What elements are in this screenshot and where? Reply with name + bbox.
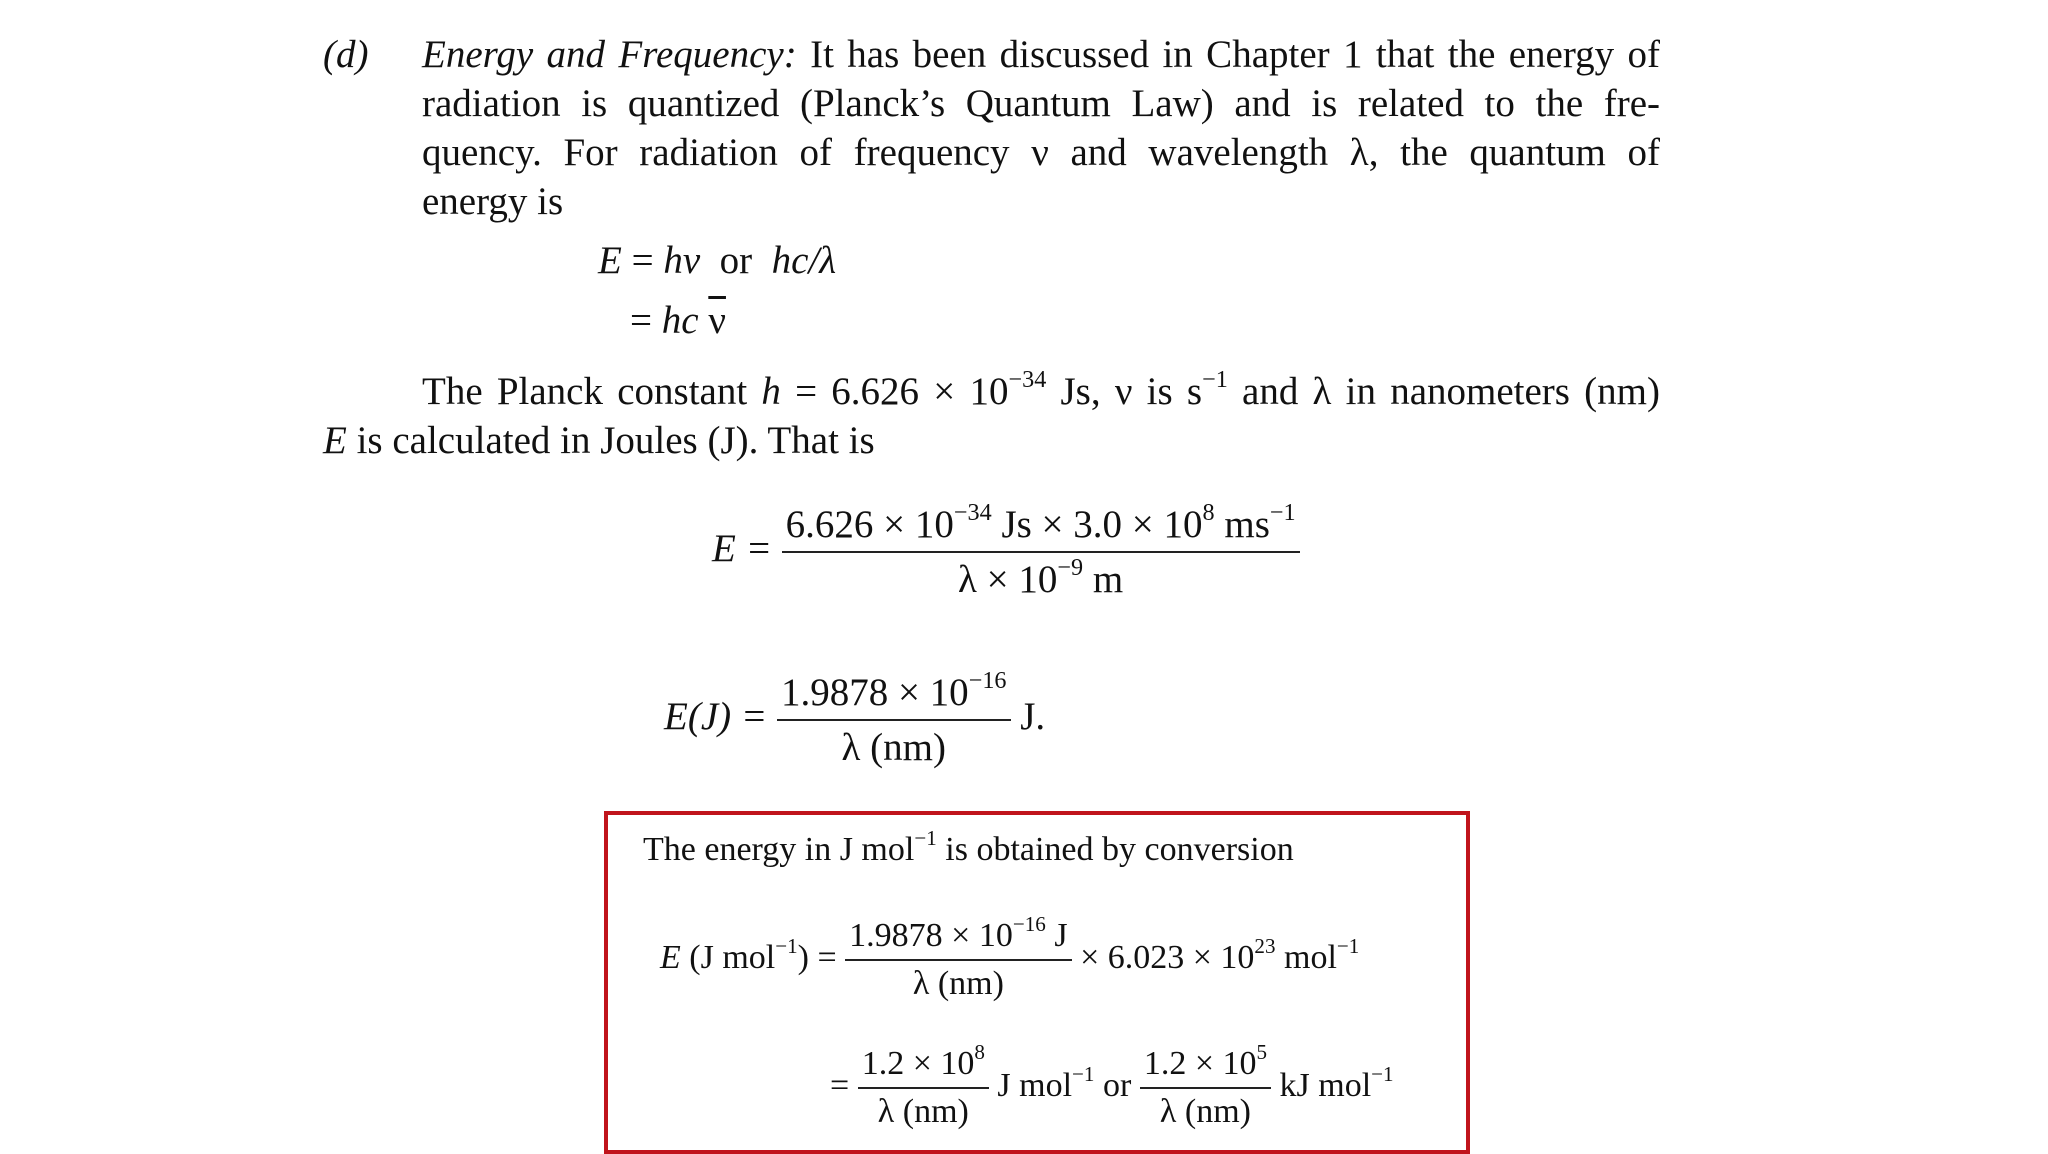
paragraph-line-4: energy is (422, 180, 564, 223)
fraction-numerator: $1.9878 \times 10^{-16}$ (777, 668, 1011, 721)
section-heading: Energy and Frequency: (422, 33, 797, 76)
equation-hc-nubar: = hc $\overline{\nu}$ (630, 299, 726, 342)
equation-e-fraction: E = $\frac{6.626 \times 10^{-34} Js \times 3.0 \times 10^8 ms^{-1}}{\lambda \times 10^{-9} m}$ (712, 500, 1300, 604)
fraction-numerator: $6.626 \times 10^{-34}$ $Js \times 3.0 \times 10^8$ $ms^{-1}$ (782, 500, 1300, 553)
fraction-result-j (858, 1039, 989, 1133)
fraction-denominator: λ (nm) (912, 965, 1004, 1002)
fraction-numerator: $1.9878 \times 10^{-16}$ J (845, 915, 1071, 961)
paragraph-line-2: radiation is quantized (Planck’s Quantum Law) and is related to the fre- (422, 82, 1660, 125)
fraction-denominator: λ (nm) (841, 726, 946, 769)
fraction-per-mol (845, 911, 1071, 1005)
fraction-numerator: $1.2 \times 10^8$ (858, 1043, 989, 1089)
fraction-denominator: $\lambda \times 10^{-9}$ m (958, 553, 1124, 601)
equation-e-per-mol: E (J mol$^{-1}$) = $\frac{1.9878 \times 10^{-16} J}{\lambda (nm)}$ × $6.023 \times 10^{23}$ mol$^{-1}$ (660, 915, 1359, 1005)
fraction-denominator: λ (nm) (877, 1093, 969, 1130)
section-marker: (d) (323, 33, 369, 76)
fraction-joules (777, 668, 1011, 772)
fraction-denominator: λ (nm) (1159, 1093, 1251, 1130)
paragraph-planck-constant (323, 367, 1660, 465)
planck-line-2: E is calculated in Joules (J). That is (323, 419, 875, 462)
planck-line-1: The Planck constant $h = 6.626 \times 10^{-34}$ Js, ν is $s^{-1}$ and λ in nanometers (nm) (422, 365, 1660, 413)
equation-e-result: = $\frac{1.2 \times 10^8}{\lambda (nm)}$ J mol$^{-1}$ or $\frac{1.2 \times 10^5}{\lambda (nm)}$ kJ mol$^{-1}$ (830, 1043, 1394, 1133)
paragraph-line-3: quency. For radiation of frequency ν and wavelength λ, the quantum of (422, 131, 1660, 174)
fraction-numerator: $1.2 \times 10^5$ (1140, 1043, 1271, 1089)
fraction-planck-speed (782, 500, 1300, 604)
paragraph-energy-frequency (422, 30, 1660, 226)
highlight-box (604, 811, 1470, 1154)
box-intro: The energy in J mol$^{-1}$ is obtained by conversion (643, 825, 1294, 868)
equation-e-hv: E = hν or hc/λ (598, 239, 837, 282)
paragraph-line-1: Energy and Frequency: It has been discussed in Chapter 1 that the energy of (422, 33, 1661, 76)
fraction-result-kj (1140, 1039, 1271, 1133)
equation-e-joules: E(J) = $\frac{1.9878 \times 10^{-16}}{\lambda (nm)}$ J. (664, 668, 1045, 772)
